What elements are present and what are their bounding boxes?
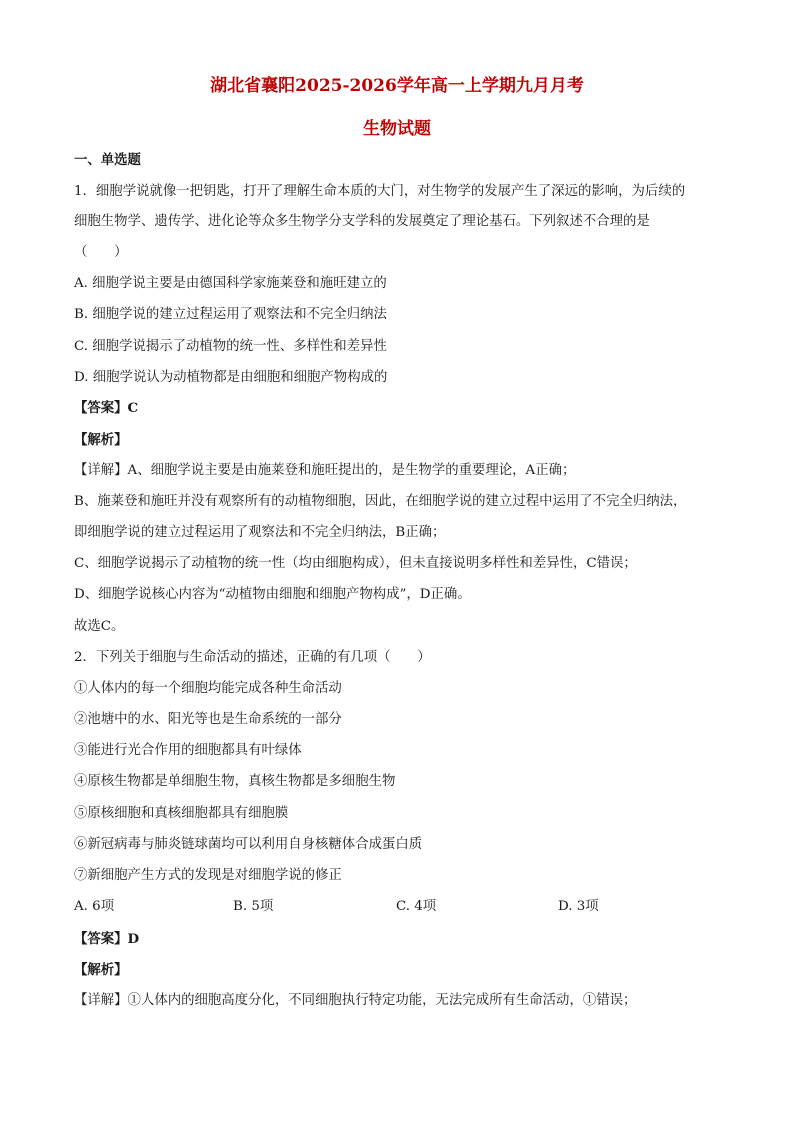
q1-answer: 【答案】C: [74, 400, 139, 416]
q1-option-b: B. 细胞学说的建立过程运用了观察法和不完全归纳法: [74, 307, 387, 322]
q1-detail-line-2: B、施莱登和施旺并没有观察所有的动植物细胞，因此，在细胞学说的建立过程中运用了不完全归纳法，: [74, 494, 687, 509]
q1-detail-line-1: 【详解】A、细胞学说主要是由施莱登和施旺提出的，是生物学的重要理论，A正确；: [74, 463, 576, 478]
section-heading: 一、单选题: [74, 152, 141, 168]
q2-item-5: ⑤原核细胞和真核细胞都具有细胞膜: [74, 806, 289, 821]
q2-item-2: ②池塘中的水、阳光等也是生命系统的一部分: [74, 712, 342, 727]
q2-item-3: ③能进行光合作用的细胞都具有叶绿体: [74, 743, 302, 758]
page-subtitle: 生物试题: [363, 119, 431, 139]
q2-answer: 【答案】D: [74, 931, 140, 947]
q2-stem: 2．下列关于细胞与生命活动的描述，正确的有几项（ ）: [74, 650, 431, 665]
q1-stem-line-2: 细胞生物学、遗传学、进化论等众多生物学分支学科的发展奠定了理论基石。下列叙述不合理的是: [74, 214, 650, 229]
q1-stem-line-3: （ ）: [74, 245, 128, 260]
q2-detail-line-1: 【详解】①人体内的细胞高度分化，不同细胞执行特定功能，无法完成所有生命活动，①错误；: [74, 993, 637, 1008]
q1-stem-line-1: 1．细胞学说就像一把钥匙，打开了理解生命本质的大门，对生物学的发展产生了深远的影响，为后续的: [74, 184, 686, 199]
q1-detail-line-4: C、细胞学说揭示了动植物的统一性（均由细胞构成），但未直接说明多样性和差异性，C错误；: [74, 556, 637, 571]
q2-option-d: D. 3项: [558, 899, 599, 914]
q2-option-b: B. 5项: [233, 899, 274, 914]
q1-option-a: A. 细胞学说主要是由德国科学家施莱登和施旺建立的: [74, 276, 387, 291]
q2-item-6: ⑥新冠病毒与肺炎链球菌均可以利用自身核糖体合成蛋白质: [74, 837, 423, 852]
page-title: 湖北省襄阳2025-2026学年高一上学期九月月考: [210, 76, 584, 96]
q2-item-4: ④原核生物都是单细胞生物，真核生物都是多细胞生物: [74, 774, 396, 789]
q1-detail-line-3: 即细胞学说的建立过程运用了观察法和不完全归纳法，B正确；: [74, 525, 446, 540]
q1-analysis-label: 【解析】: [74, 432, 128, 448]
q2-option-a: A. 6项: [74, 899, 115, 914]
q1-option-d: D. 细胞学说认为动植物都是由细胞和细胞产物构成的: [74, 370, 388, 385]
q2-item-7: ⑦新细胞产生方式的发现是对细胞学说的修正: [74, 868, 342, 883]
q1-detail-line-5: D、细胞学说核心内容为“动植物由细胞和细胞产物构成”，D正确。: [74, 587, 471, 602]
q2-option-c: C. 4项: [396, 899, 437, 914]
q1-option-c: C. 细胞学说揭示了动植物的统一性、多样性和差异性: [74, 339, 387, 354]
q1-detail-line-6: 故选C。: [74, 619, 125, 634]
q2-item-1: ①人体内的每一个细胞均能完成各种生命活动: [74, 681, 342, 696]
q2-analysis-label: 【解析】: [74, 962, 128, 978]
